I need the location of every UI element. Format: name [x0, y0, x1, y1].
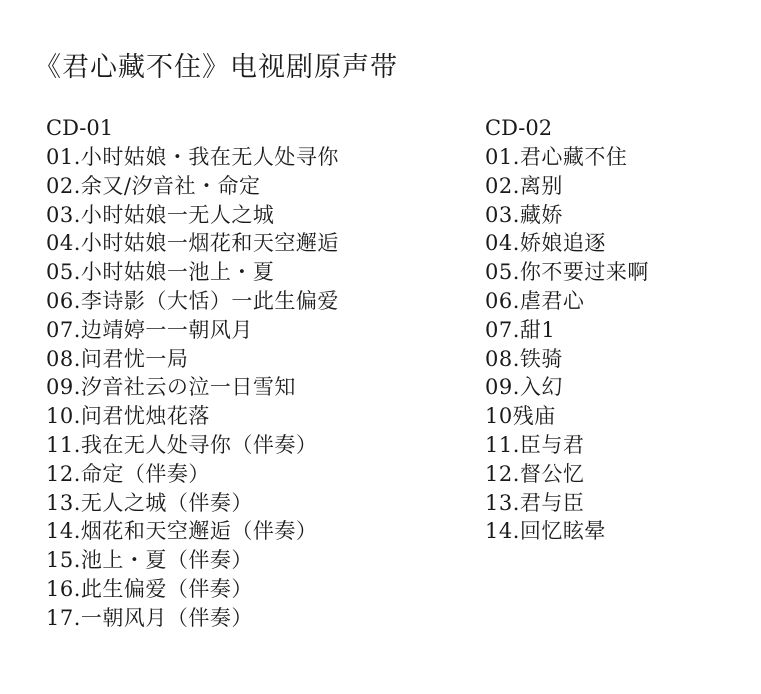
track-item: 14.回忆眩晕	[485, 519, 606, 544]
disc-1-label: CD-01	[46, 116, 114, 140]
track-item: 02.余又/汐音社・命定	[46, 173, 261, 198]
track-item: 07.边靖婷一一朝风月	[46, 317, 253, 342]
track-item: 04.娇娘追逐	[485, 231, 606, 256]
track-item: 08.铁骑	[485, 346, 563, 371]
disc-1-track-list	[46, 143, 339, 633]
track-item: 10残庙	[485, 404, 556, 429]
track-item: 13.君与臣	[485, 490, 585, 515]
disc-2-track-list	[485, 143, 649, 546]
track-item: 01.君心藏不住	[485, 145, 628, 169]
track-item: 13.无人之城（伴奏）	[46, 490, 253, 515]
track-item: 14.烟花和天空邂逅（伴奏）	[46, 519, 318, 544]
track-item: 11.我在无人处寻你（伴奏）	[46, 432, 318, 457]
track-item: 06.李诗影（大恬）一此生偏爱	[46, 288, 339, 313]
track-item: 05.你不要过来啊	[485, 260, 649, 285]
disc-2-label: CD-02	[485, 116, 553, 140]
track-item: 09.汐音社云の泣一日雪知	[46, 375, 296, 400]
track-item: 12.督公忆	[485, 461, 585, 486]
track-item: 06.虐君心	[485, 288, 585, 313]
track-item: 12.命定（伴奏）	[46, 461, 210, 486]
track-item: 03.小时姑娘一无人之城	[46, 202, 275, 227]
track-item: 17.一朝风月（伴奏）	[46, 605, 253, 630]
track-item: 05.小时姑娘一池上・夏	[46, 260, 275, 285]
track-item: 16.此生偏爱（伴奏）	[46, 576, 253, 601]
track-item: 11.臣与君	[485, 432, 585, 457]
track-item: 15.池上・夏（伴奏）	[46, 548, 253, 573]
track-item: 09.入幻	[485, 375, 563, 400]
track-item: 03.藏娇	[485, 202, 563, 227]
track-item: 02.离别	[485, 173, 563, 198]
page-title: 《君心藏不住》电视剧原声带	[34, 52, 398, 83]
track-item: 07.甜1	[485, 317, 556, 342]
track-item: 04.小时姑娘一烟花和天空邂逅	[46, 231, 339, 256]
track-item: 10.问君忧烛花落	[46, 404, 210, 429]
disc-1-column	[46, 114, 339, 633]
disc-2-column	[485, 114, 649, 546]
track-item: 01.小时姑娘・我在无人处寻你	[46, 145, 339, 169]
track-item: 08.问君忧一局	[46, 346, 189, 371]
